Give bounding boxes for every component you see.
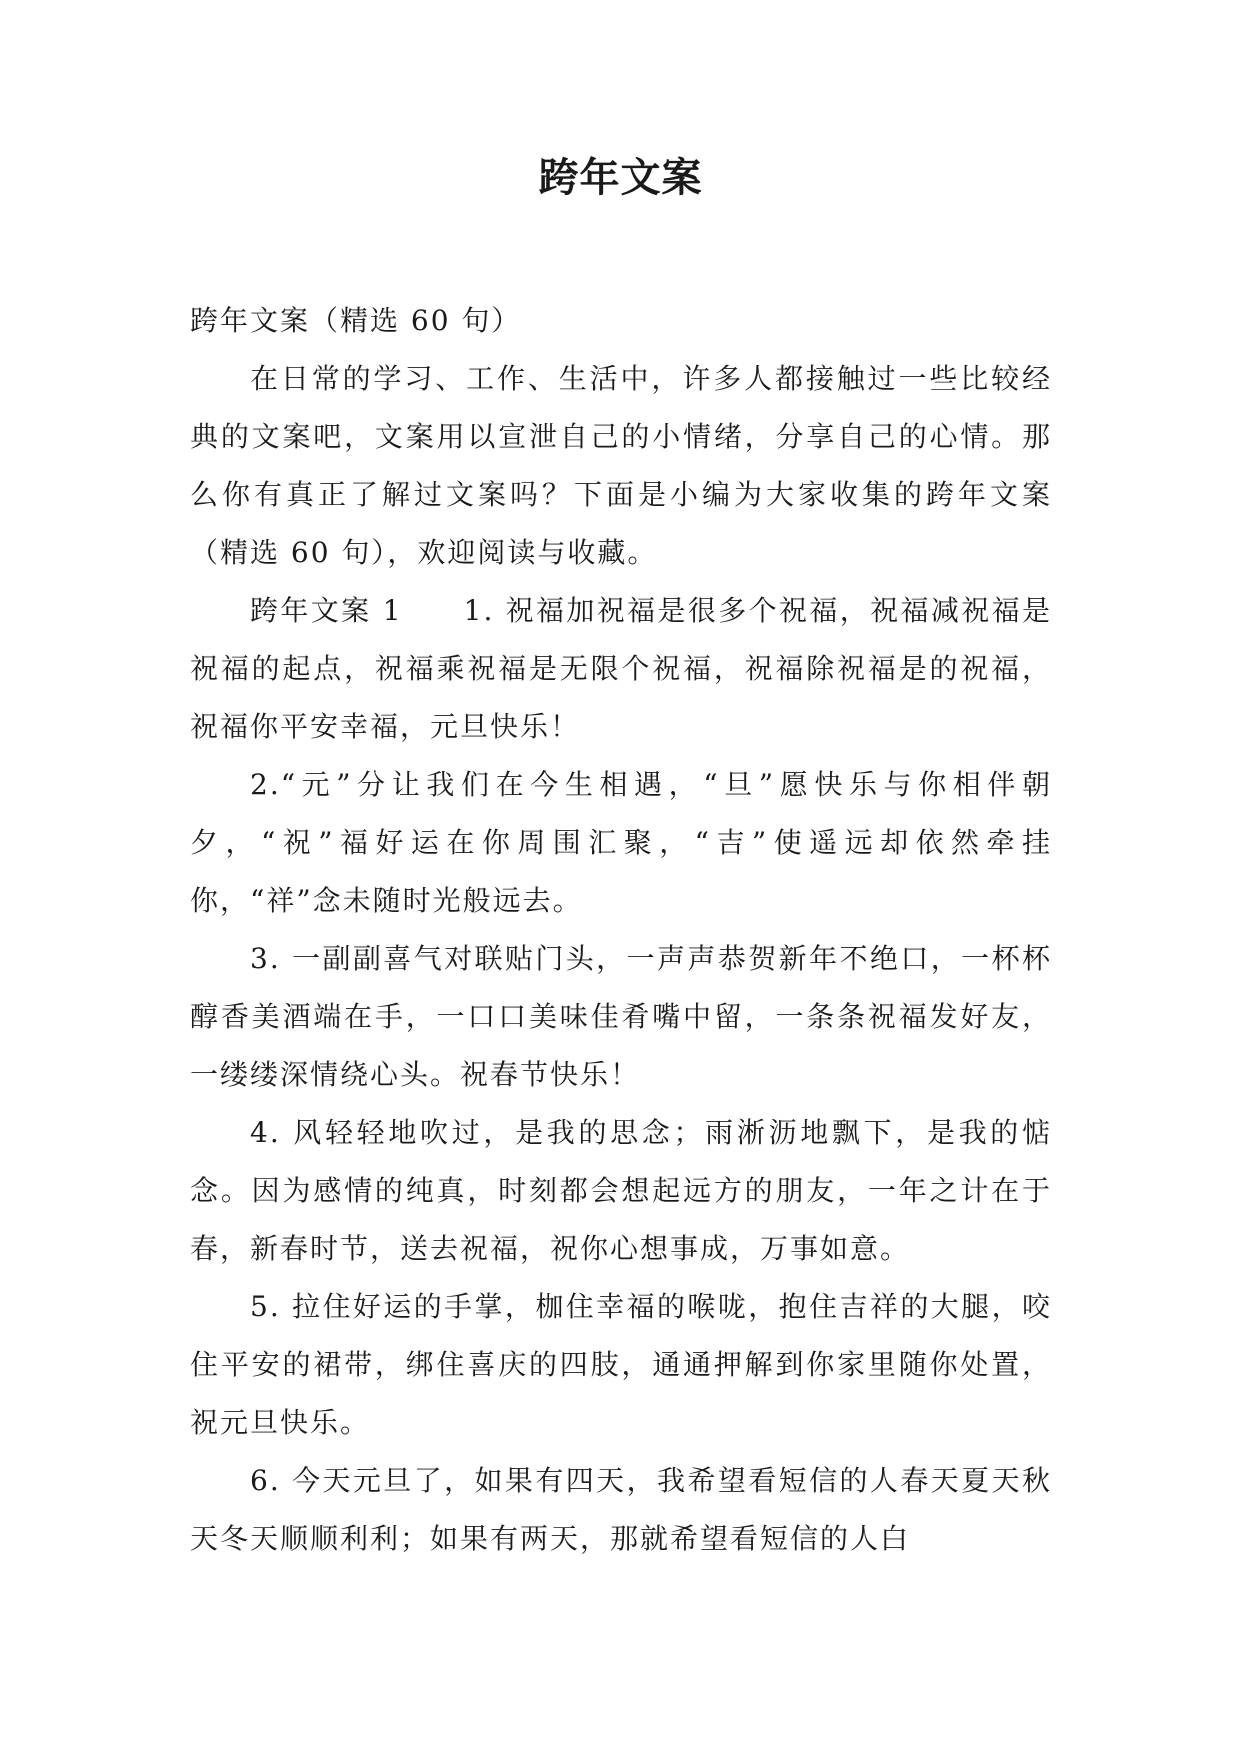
item-paragraph-1: 跨年文案 1 1. 祝福加祝福是很多个祝福，祝福减祝福是祝福的起点，祝福乘祝福是无限个祝福，祝福除祝福是的祝福，祝福你平安幸福，元旦快乐！: [190, 594, 1052, 743]
item-paragraph-2: 2.“元”分让我们在今生相遇，“旦”愿快乐与你相伴朝夕，“祝”福好运在你周围汇聚，“吉”使遥远却依然牵挂你，“祥”念未随时光般远去。: [190, 768, 1052, 917]
document-subtitle: 跨年文案（精选 60 句）: [190, 304, 522, 337]
item-paragraph-5: 5. 拉住好运的手掌，枷住幸福的喉咙，抱住吉祥的大腿，咬住平安的裙带，绑住喜庆的四肢，通通押解到你家里随你处置，祝元旦快乐。: [190, 1290, 1052, 1439]
document-title: 跨年文案: [538, 155, 703, 201]
item-paragraph-3: 3. 一副副喜气对联贴门头，一声声恭贺新年不绝口，一杯杯醇香美酒端在手，一口口美味佳肴嘴中留，一条条祝福发好友，一缕缕深情绕心头。祝春节快乐！: [190, 942, 1052, 1091]
item-paragraph-4: 4. 风轻轻地吹过，是我的思念；雨淅沥地飘下，是我的惦念。因为感情的纯真，时刻都会想起远方的朋友，一年之计在于春，新春时节，送去祝福，祝你心想事成，万事如意。: [190, 1116, 1052, 1265]
item-paragraph-6: 6. 今天元旦了，如果有四天，我希望看短信的人春天夏天秋天冬天顺顺利利；如果有两天，那就希望看短信的人白: [190, 1464, 1052, 1555]
intro-paragraph: 在日常的学习、工作、生活中，许多人都接触过一些比较经典的文案吧，文案用以宣泄自己的小情绪，分享自己的心情。那么你有真正了解过文案吗？下面是小编为大家收集的跨年文案（精选 60 句），欢迎阅读与收藏。: [190, 362, 1052, 569]
document-body: [190, 292, 1052, 1568]
